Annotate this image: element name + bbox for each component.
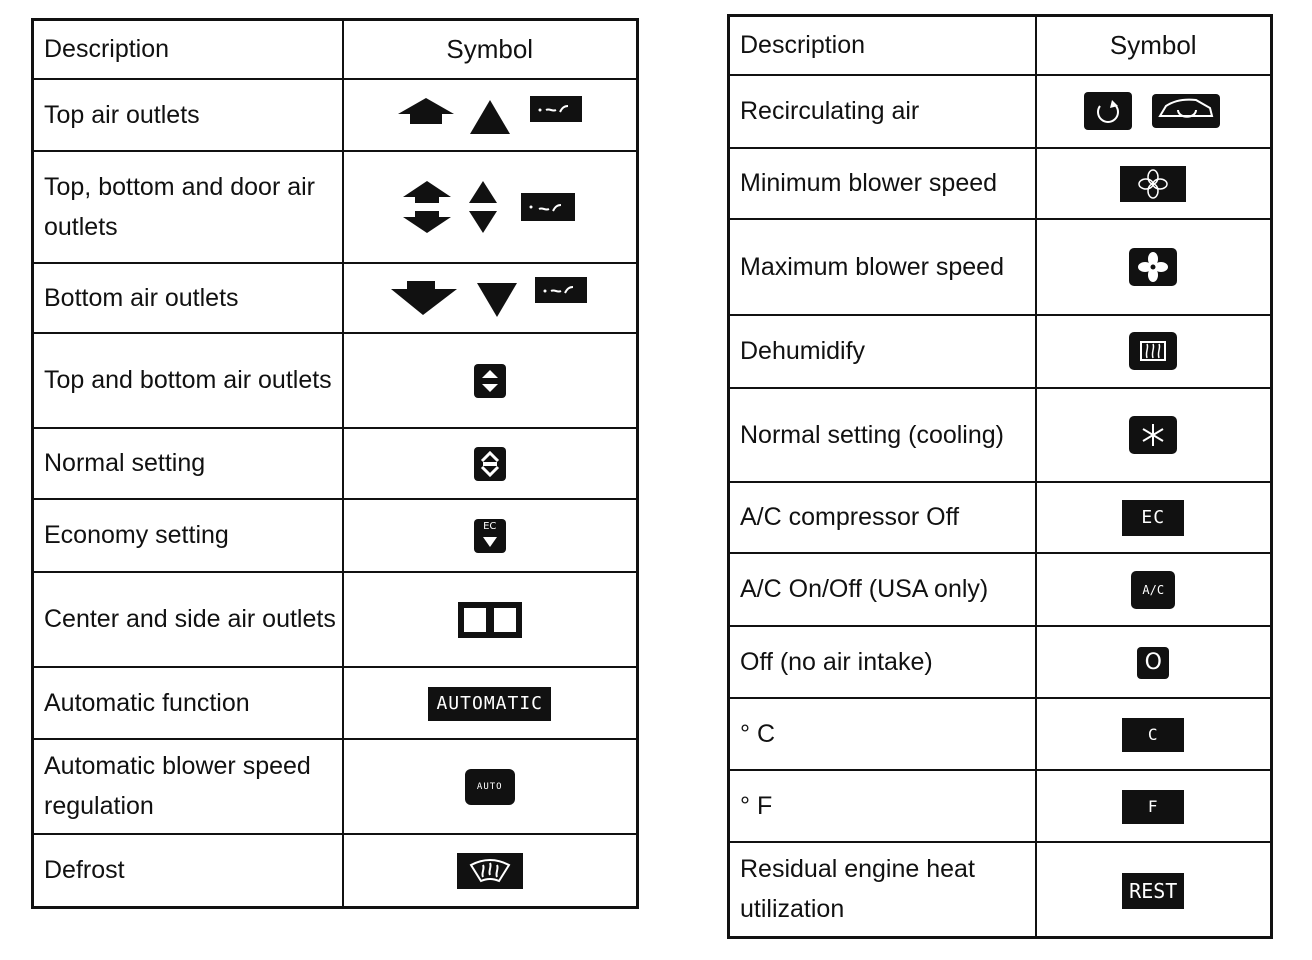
table-row (33, 79, 638, 151)
table-row (33, 739, 638, 834)
row-description: Automatic blower speed regulation (33, 739, 343, 834)
row-description: Off (no air intake) (729, 626, 1036, 698)
ac-button-icon: A/C (1131, 571, 1175, 609)
table-row (729, 553, 1272, 626)
header-symbol: Symbol (343, 20, 638, 79)
row-description: Normal setting (cooling) (729, 388, 1036, 482)
auto-button-icon: AUTO (465, 769, 515, 805)
table-row (729, 626, 1272, 698)
table-header-row (729, 16, 1272, 75)
row-description: Normal setting (33, 428, 343, 499)
row-description: A/C On/Off (USA only) (729, 553, 1036, 626)
automatic-badge-icon: AUTOMATIC (428, 687, 551, 721)
left-symbol-table (31, 18, 639, 909)
row-description: Recirculating air (729, 75, 1036, 148)
header-description: Description (729, 16, 1036, 75)
table-row (729, 75, 1272, 148)
table-row (33, 263, 638, 333)
table-row (729, 698, 1272, 770)
table-row (33, 572, 638, 667)
table-row (729, 842, 1272, 938)
table-row (729, 388, 1272, 482)
table-row (729, 770, 1272, 842)
ec-badge-icon: EC (1122, 500, 1184, 536)
row-description: Residual engine heat utilization (729, 842, 1036, 938)
snowflake-icon (1127, 414, 1179, 456)
arrow-up-icon (390, 92, 590, 138)
row-description: Center and side air outlets (33, 572, 343, 667)
top-bottom-outlets-button-icon (472, 362, 508, 400)
arrow-down-icon (385, 273, 595, 323)
table-row (33, 667, 638, 739)
row-description: A/C compressor Off (729, 482, 1036, 553)
celsius-badge-icon: C (1122, 718, 1184, 752)
table-row (729, 219, 1272, 315)
table-row (33, 333, 638, 428)
header-symbol: Symbol (1036, 16, 1272, 75)
center-side-outlets-icon (456, 600, 524, 640)
table-row (729, 148, 1272, 219)
table-row (33, 499, 638, 572)
table-row (729, 482, 1272, 553)
rest-badge-icon: REST (1122, 873, 1184, 909)
table-row (33, 834, 638, 908)
table-row (729, 315, 1272, 388)
arrow-up-down-icon (395, 175, 585, 239)
off-button-icon: O (1137, 647, 1169, 679)
row-description: Automatic function (33, 667, 343, 739)
fahrenheit-badge-icon: F (1122, 790, 1184, 824)
row-description: ° C (729, 698, 1036, 770)
recirculating-air-icon (1082, 90, 1224, 132)
fan-max-icon (1127, 246, 1179, 288)
row-description: Maximum blower speed (729, 219, 1036, 315)
dehumidify-icon (1127, 330, 1179, 372)
row-description: Dehumidify (729, 315, 1036, 388)
right-symbol-table (727, 14, 1273, 939)
row-description: ° F (729, 770, 1036, 842)
fan-min-icon (1118, 164, 1188, 204)
normal-setting-button-icon (472, 445, 508, 483)
table-row (33, 428, 638, 499)
row-description: Minimum blower speed (729, 148, 1036, 219)
row-description: Top air outlets (33, 79, 343, 151)
table-row (33, 151, 638, 263)
header-description: Description (33, 20, 343, 79)
row-description: Top and bottom air outlets (33, 333, 343, 428)
row-description: Defrost (33, 834, 343, 908)
row-description: Economy setting (33, 499, 343, 572)
row-description: Top, bottom and door air outlets (33, 151, 343, 263)
economy-setting-button-icon: EC (474, 519, 506, 553)
row-description: Bottom air outlets (33, 263, 343, 333)
table-header-row (33, 20, 638, 79)
defrost-icon (455, 851, 525, 891)
